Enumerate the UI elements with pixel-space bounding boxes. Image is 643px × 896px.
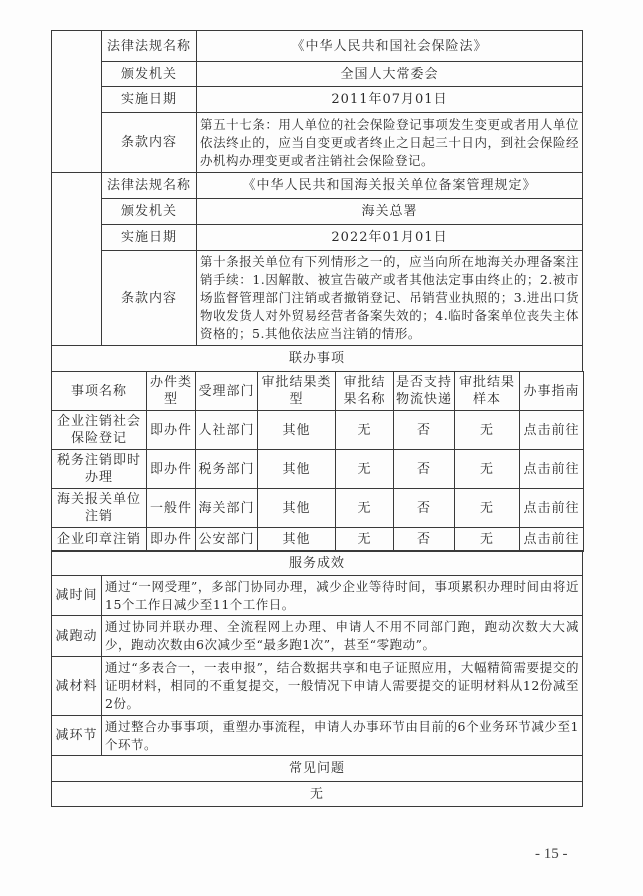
effect-text: 通过“一网受理”，多部门协同办理，减少企业等待时间，事项累积办理时间由将近15个工作日减少至11个工作日。 <box>101 575 583 616</box>
law-name: 《中华人民共和国社会保险法》 <box>196 30 583 62</box>
law-content: 第五十七条：用人单位的社会保险登记事项发生变更或者用人单位依法终止的，应当自变更或者终止之日起三十日内，到社会保险经办机构办理变更或者注销社会保险登记。 <box>196 112 583 173</box>
joint-header-result-sample: 审批结果样本 <box>454 371 520 411</box>
guide-link[interactable]: 点击前往 <box>519 488 584 528</box>
law-issuer-label: 颁发机关 <box>101 61 197 87</box>
joint-cell-logistics: 否 <box>393 527 455 552</box>
faq-content: 无 <box>51 781 583 807</box>
joint-cell-department: 人社部门 <box>195 410 258 450</box>
joint-cell-department: 公安部门 <box>195 527 258 552</box>
joint-cell-case-type: 一般件 <box>146 488 196 528</box>
joint-cell-case-type: 即办件 <box>146 527 196 552</box>
effect-text: 通过协同并联办理、全流程网上办理、申请人不用不同部门跑，跑动次数大大减少，跑动次数由6次减少至“最多跑1次”，甚至“零跑动”。 <box>101 615 583 657</box>
law-issuer: 全国人大常委会 <box>196 61 583 87</box>
joint-cell-result-sample: 无 <box>454 488 520 528</box>
page-number: - 15 - <box>535 846 568 862</box>
joint-cell-result-type: 其他 <box>257 449 336 489</box>
law-date-label: 实施日期 <box>101 86 197 113</box>
law-name: 《中华人民共和国海关报关单位备案管理规定》 <box>196 172 583 199</box>
law-group-spacer <box>51 172 102 346</box>
law-content-label: 条款内容 <box>101 112 197 173</box>
effect-label: 减环节 <box>51 715 102 756</box>
joint-cell-item-name: 海关报关单位注销 <box>51 488 147 528</box>
joint-header-department: 受理部门 <box>195 371 258 411</box>
joint-cell-item-name: 税务注销即时办理 <box>51 449 147 489</box>
guide-link[interactable]: 点击前往 <box>519 410 584 450</box>
joint-cell-result-type: 其他 <box>257 410 336 450</box>
joint-header-guide: 办事指南 <box>519 371 584 411</box>
guide-link[interactable]: 点击前往 <box>519 449 584 489</box>
joint-header-item-name: 事项名称 <box>51 371 147 411</box>
law-content: 第十条报关单位有下列情形之一的，应当向所在地海关办理备案注销手续：1.因解散、被宣告破产或者其他法定事由终止的；2.被市场监督管理部门注销或者撤销登记、吊销营业执照的；3.进出口货物收发货人对外贸易经营者备案失效的；4.临时备案单位丧失主体资格的；5.其他依法应当注销的情形。 <box>196 250 583 346</box>
joint-cell-result-sample: 无 <box>454 410 520 450</box>
joint-header-case-type: 办件类型 <box>146 371 196 411</box>
joint-cell-item-name: 企业印章注销 <box>51 527 147 552</box>
joint-cell-result-type: 其他 <box>257 488 336 528</box>
law-date: 2011年07月01日 <box>196 86 583 113</box>
joint-cell-result-sample: 无 <box>454 527 520 552</box>
joint-cell-result-sample: 无 <box>454 449 520 489</box>
law-date: 2022年01月01日 <box>196 224 583 251</box>
joint-header-result-name: 审批结果名称 <box>335 371 394 411</box>
law-issuer-label: 颁发机关 <box>101 198 197 225</box>
joint-cell-result-name: 无 <box>335 449 394 489</box>
faq-section-title: 常见问题 <box>51 755 583 782</box>
law-name-label: 法律法规名称 <box>101 30 197 62</box>
effect-text: 通过整合办事事项，重塑办事流程，申请人办事环节由目前的6个业务环节减少至1个环节。 <box>101 715 583 756</box>
law-group-spacer <box>51 30 102 173</box>
joint-cell-logistics: 否 <box>393 449 455 489</box>
joint-header-result-type: 审批结果类型 <box>257 371 336 411</box>
joint-section-title: 联办事项 <box>51 345 583 372</box>
effect-label: 减时间 <box>51 575 102 616</box>
joint-cell-logistics: 否 <box>393 410 455 450</box>
law-content-label: 条款内容 <box>101 250 197 346</box>
joint-cell-result-name: 无 <box>335 527 394 552</box>
joint-cell-department: 税务部门 <box>195 449 258 489</box>
law-issuer: 海关总署 <box>196 198 583 225</box>
joint-cell-department: 海关部门 <box>195 488 258 528</box>
joint-cell-case-type: 即办件 <box>146 449 196 489</box>
law-date-label: 实施日期 <box>101 224 197 251</box>
effect-label: 减材料 <box>51 656 102 716</box>
joint-cell-case-type: 即办件 <box>146 410 196 450</box>
effect-label: 减跑动 <box>51 615 102 657</box>
joint-cell-result-type: 其他 <box>257 527 336 552</box>
joint-header-logistics: 是否支持物流快递 <box>393 371 455 411</box>
effects-section-title: 服务成效 <box>51 550 583 576</box>
joint-cell-item-name: 企业注销社会保险登记 <box>51 410 147 450</box>
law-name-label: 法律法规名称 <box>101 172 197 199</box>
joint-cell-result-name: 无 <box>335 488 394 528</box>
guide-link[interactable]: 点击前往 <box>519 527 584 552</box>
effect-text: 通过“多表合一，一表申报”，结合数据共享和电子证照应用，大幅精简需要提交的证明材料，相同的不重复提交，一般情况下申请人需要提交的证明材料从12份减至2份。 <box>101 656 583 716</box>
joint-cell-result-name: 无 <box>335 410 394 450</box>
joint-cell-logistics: 否 <box>393 488 455 528</box>
